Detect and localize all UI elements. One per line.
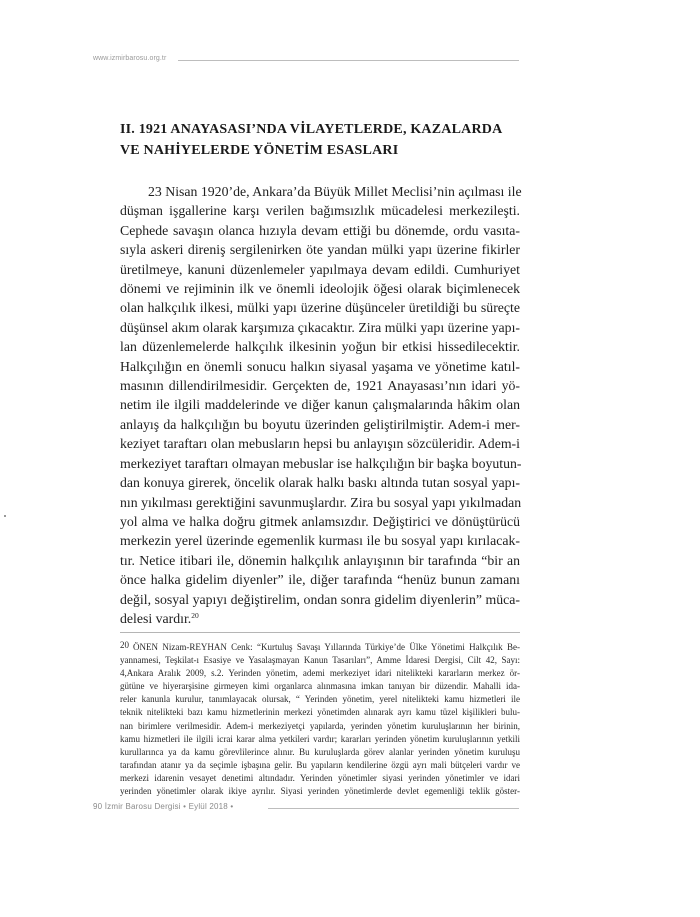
body-line: değil, sosyal yapıyı değiştirelim, ondan sonra gidelim diyenlerin” müca- bbox=[120, 591, 520, 607]
header-rule bbox=[178, 60, 519, 61]
body-line: düşman işgallerine karşı verilen bağımsızlık mücadelesi merkezileşti. bbox=[120, 203, 520, 219]
body-line: Halkçılığın en önemli sonucu halkın siyasal yaşama ve yönetime katıl- bbox=[120, 358, 520, 374]
footnote-number: 20 bbox=[120, 640, 129, 650]
body-last-line-text: delesi vardır. bbox=[120, 610, 192, 626]
footnote-separator bbox=[120, 632, 520, 633]
body-line: masının dillendirilmesidir. Gerçekten de, 1921 Anayasası’nın idari yö- bbox=[120, 378, 520, 394]
footnote-line: yannamesi, Teşkilat-ı Esasiye ve Yasalaşmayan Kanun Tasarıları”, Amme İdaresi Dergisi, Cilt 42, Sayı: bbox=[120, 655, 520, 666]
body-line: 23 Nisan 1920’de, Ankara’da Büyük Millet Meclisi’nin açılması ile bbox=[148, 184, 522, 199]
margin-mark bbox=[4, 515, 6, 517]
body-line: lan düzenlemelerde halkçılık ilkesinin yoğun bir etkisi hissedilecektir. bbox=[120, 339, 520, 355]
body-line: dönemi ve rejiminin ilk ve önemli ideolojik öğesi olarak biçimlenecek bbox=[120, 281, 520, 297]
footnote-line: teknik nitelikteki bazı kamu hizmetlerinin merkezi yönetimden alınarak ayrı kamu tüzel kişilikleri bulu- bbox=[120, 707, 520, 718]
footnote-line: kamu hizmetleri ile ilgili icrai karar alma yetkileri vardır; kararları yerinden yönetim kuruluşlarının yetkili bbox=[120, 733, 520, 744]
body-line: tır. Netice itibari ile, dönemin halkçılık anlayışının bir tarafında “bir an bbox=[120, 552, 520, 568]
footnote-line: kurullarınca ya da kamu görevlilerince alınır. Bu kuruluşlarda görev alanlar yerinden yönetim kuruluşu bbox=[120, 746, 520, 757]
body-line: nın yıkılması gerektiğini savunmuşlardır. Zira bu sosyal yapı yıkılmadan bbox=[120, 494, 522, 510]
footnote-line: nan birimlere verilmesidir. Adem-i merkeziyetçi yapılarda, yerinden yönetim kuruluşlarının her birinin, bbox=[120, 720, 520, 731]
footnote-line: 4,Ankara Aralık 2009, s.2. Yerinden yönetim, ademi merkeziyet idari nitelikteki kararların merkez ör- bbox=[120, 668, 520, 679]
footnote-line: yerinden yönetimler olarak ikiye ayrılır. Siyasi yerinden yönetimlerde devlet egemenliği teklik göster- bbox=[120, 786, 520, 797]
body-line: olan halkçılık ilkesi, mülki yapı üzerine düşünceler üretildiği bu süreçte bbox=[120, 300, 520, 316]
footnote-line: reler kanunla kurulur, tanımlayacak olursak, “ Yerinden yönetim, yerel nitelikteki kamu hizmetleri ile bbox=[120, 694, 520, 705]
footnote-reference[interactable]: 20 bbox=[191, 610, 199, 620]
section-heading-line-2: VE NAHİYELERDE YÖNETİM ESASLARI bbox=[120, 142, 399, 158]
body-line: sıyla askeri direniş sergilenirken öte yandan mülki yapı üzerine fikirler bbox=[120, 242, 520, 258]
footnote bbox=[120, 639, 520, 798]
footnote-line bbox=[120, 639, 520, 654]
body-line: üretilmeye, kanuni düzenlemeler yapılmaya devam edildi. Cumhuriyet bbox=[120, 261, 520, 277]
header-url: www.izmirbarosu.org.tr bbox=[93, 55, 167, 62]
body-line: merkeziyet taraftarı olmayan mebuslar ise halkçılığın bir başka boyutun- bbox=[120, 455, 522, 471]
body-line: dan konuya girerek, öncelik olarak halkı baskı altında tutan sosyal yapı- bbox=[120, 475, 520, 491]
body-line: Cephede savaşın olanca hızıyla devam ettiği bu dönemde, ordu vasıta- bbox=[120, 222, 520, 238]
footnote-line-text: ÖNEN Nizam-REYHAN Cenk: “Kurtuluş Savaşı Yıllarında Türkiye’de Ülke Yönetimi Halkçılık Be- bbox=[133, 642, 520, 652]
footer-rule bbox=[268, 808, 519, 809]
section-heading bbox=[120, 120, 520, 161]
section-heading-line-1: II. 1921 ANAYASASI’NDA VİLAYETLERDE, KAZALARDA bbox=[120, 122, 503, 137]
footnote-line: gütüne ve hiyerarşisine girmeyen kimi organlarca alınmasına imkan tanıyan bir düzendir. Mahalli ida- bbox=[120, 681, 520, 692]
body-line: yol alma ve halka doğru gitmek anlamsızdır. Değiştirici ve dönüştürücü bbox=[120, 513, 520, 529]
body-line: netim ile ilgili maddelerinde ve diğer kanun çalışmalarında hâkim olan bbox=[120, 397, 520, 413]
footnote-line: merkezi idarenin vesayet denetimi altındadır. Yerinden yönetimler siyasi yerinden yönetimler ve idari bbox=[120, 772, 520, 783]
footer-page-info: 90 İzmir Barosu Dergisi • Eylül 2018 • bbox=[93, 802, 234, 811]
body-paragraph bbox=[120, 182, 520, 628]
footnote-line: tarafından atanır ya da seçimle işbaşına gelir. Bu yapıların kendilerine özgü ayrı mali bütçeleri vardır ve bbox=[120, 759, 520, 770]
body-line: anlayış da halkçılığın bu boyutu üzerinden geliştirilmiştir. Adem-i mer- bbox=[120, 416, 520, 432]
body-line: düşünsel akım olarak karşımıza çıkacaktır. Zira mülki yapı üzerine yapı- bbox=[120, 319, 520, 335]
body-line: önce halka gidelim diyenler” ile, diğer tarafında “henüz bunun zamanı bbox=[120, 572, 520, 588]
body-line: keziyet taraftarı olan mebusların hepsi bu anlayışın sözcüleridir. Adem-i bbox=[120, 436, 520, 452]
body-line: merkezin yerel üzerinde egemenlik kurması ile bu sosyal yapı kırılacak- bbox=[120, 533, 520, 549]
body-line bbox=[120, 609, 520, 628]
